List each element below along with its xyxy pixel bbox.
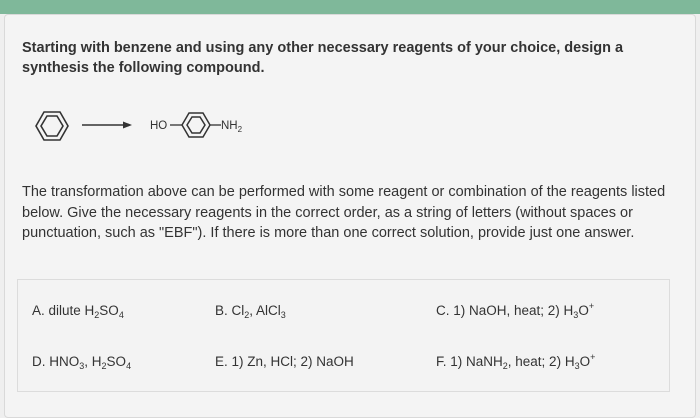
product-ring-structure: [182, 113, 210, 137]
reaction-scheme: [22, 97, 422, 157]
product-right-group: $NH_2$: [221, 120, 243, 134]
intro-text: Starting with benzene and using any other necessary reagents of your choice, design a synthesis the following compound.: [22, 40, 624, 76]
question-text: The transformation above can be performed with some reagent or combination of the reagents listed below. Give the necessary reagents in the correct order, as a string of letters (without spaces or punctuation, such as "EBF"). If there is more than one correct solution, provide just one answer.: [22, 184, 666, 241]
benzene-structure: [36, 112, 68, 140]
product-left-group: HO: [150, 120, 168, 132]
reagent-panel: [17, 279, 670, 392]
top-accent-bar: [0, 0, 700, 14]
choice-e: E. 1) Zn, HCl; 2) NaOH: [215, 354, 354, 369]
choice-b: B. $Cl_2$, AlCl$_3$: [215, 303, 286, 320]
choice-c: C. 1) NaOH, heat; 2) $H_3O^+$: [436, 301, 595, 320]
reaction-arrow: [82, 122, 132, 129]
choice-d: D. $HNO_3$, $H_2SO_4$: [32, 354, 132, 371]
choice-f: F. 1) NaNH$_2$, heat; 2) $H_3O^+$: [436, 352, 596, 371]
choice-a: A. dilute $H_2SO_4$: [32, 303, 124, 320]
